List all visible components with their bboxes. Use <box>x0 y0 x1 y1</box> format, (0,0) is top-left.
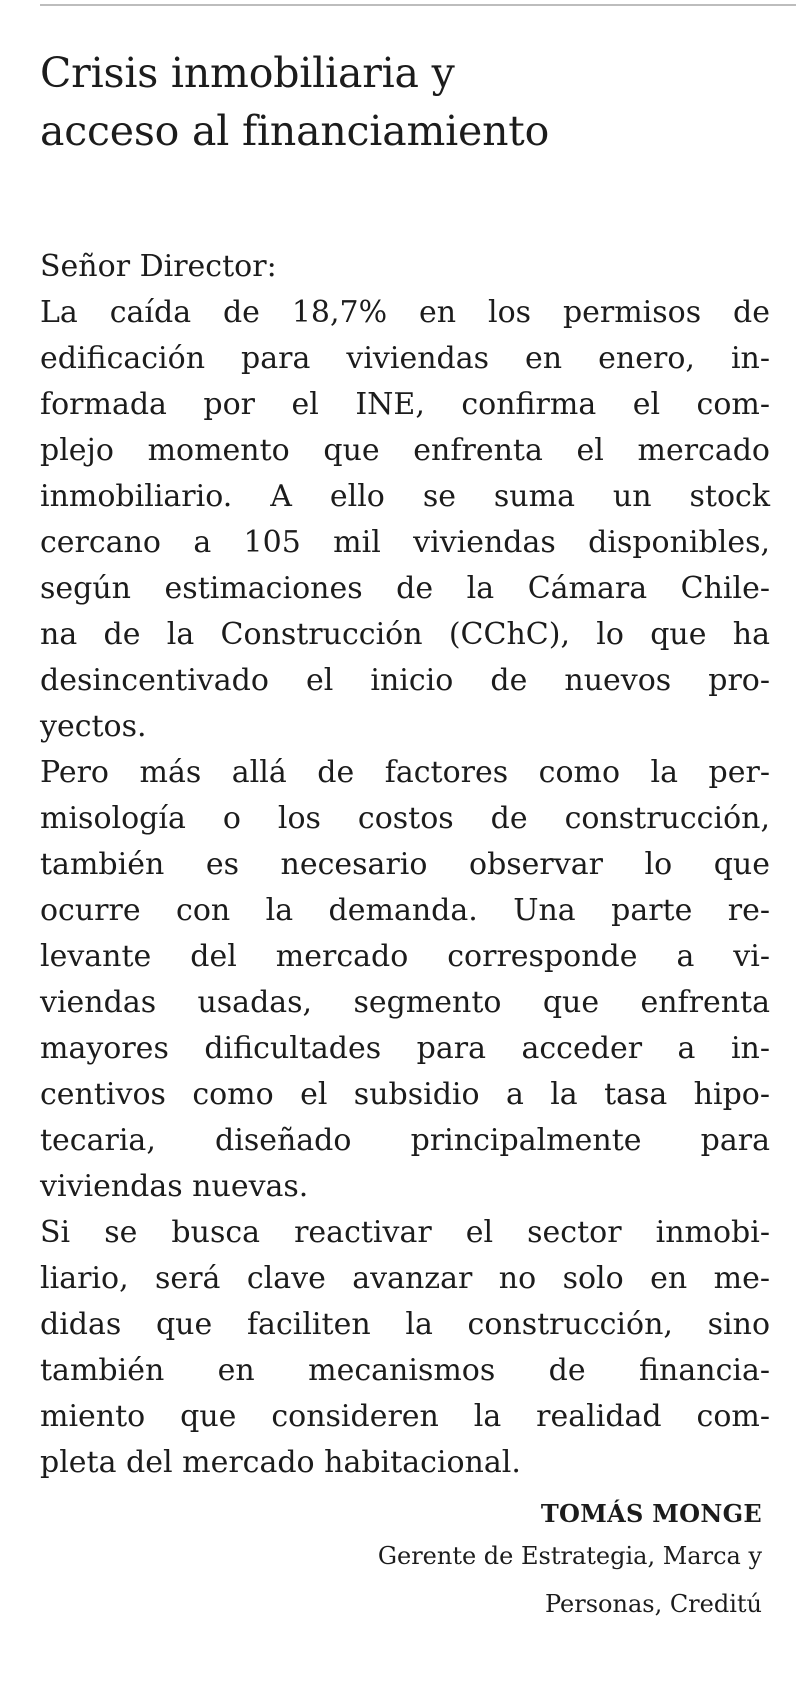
text-line: viviendas nuevas. <box>40 1169 309 1204</box>
text-line: La caída de 18,7% en los permisos de <box>40 295 770 330</box>
text-line: liario, será clave avanzar no solo en me- <box>40 1261 770 1296</box>
text-line: yectos. <box>40 709 147 744</box>
headline-line-1: Crisis inmobiliaria y <box>40 49 455 97</box>
author-role-line-1: Gerente de Estrategia, Marca y <box>377 1542 762 1570</box>
letter-body <box>40 244 770 1486</box>
text-line: viendas usadas, segmento que enfrenta <box>40 985 770 1020</box>
text-line: cercano a 105 mil viviendas disponibles, <box>40 525 770 560</box>
text-line: plejo momento que enfrenta el mercado <box>40 433 770 468</box>
text-line: Pero más allá de factores como la per- <box>40 755 770 790</box>
text-line: tecaria, diseñado principalmente para <box>40 1123 770 1158</box>
headline-line-2: acceso al financiamiento <box>40 107 550 155</box>
paragraph-3 <box>40 1210 770 1486</box>
text-line: edificación para viviendas en enero, in- <box>40 341 770 376</box>
text-line: misología o los costos de construcción, <box>40 801 770 836</box>
paragraph-1 <box>40 290 770 750</box>
text-line: también en mecanismos de financia- <box>40 1353 770 1388</box>
text-line: según estimaciones de la Cámara Chile- <box>40 571 770 606</box>
text-line: didas que faciliten la construcción, sino <box>40 1307 770 1342</box>
signature-block <box>202 1496 762 1628</box>
text-line: levante del mercado corresponde a vi- <box>40 939 770 974</box>
text-line: desincentivado el inicio de nuevos pro- <box>40 663 770 698</box>
paragraph-2 <box>40 750 770 1210</box>
text-line: también es necesario observar lo que <box>40 847 770 882</box>
text-line: mayores dificultades para acceder a in- <box>40 1031 770 1066</box>
text-line: ocurre con la demanda. Una parte re- <box>40 893 770 928</box>
author-role-line-2: Personas, Creditú <box>544 1590 762 1618</box>
text-line: inmobiliario. A ello se suma un stock <box>40 479 770 514</box>
article-headline <box>40 44 740 160</box>
text-line: na de la Construcción (CChC), lo que ha <box>40 617 770 652</box>
top-divider <box>40 4 796 6</box>
salutation: Señor Director: <box>40 249 277 284</box>
text-line: Si se busca reactivar el sector inmobi- <box>40 1215 770 1250</box>
text-line: formada por el INE, confirma el com- <box>40 387 770 422</box>
text-line: pleta del mercado habitacional. <box>40 1445 521 1480</box>
author-name: TOMÁS MONGE <box>540 1499 762 1528</box>
text-line: centivos como el subsidio a la tasa hipo- <box>40 1077 770 1112</box>
text-line: miento que consideren la realidad com- <box>40 1399 770 1434</box>
